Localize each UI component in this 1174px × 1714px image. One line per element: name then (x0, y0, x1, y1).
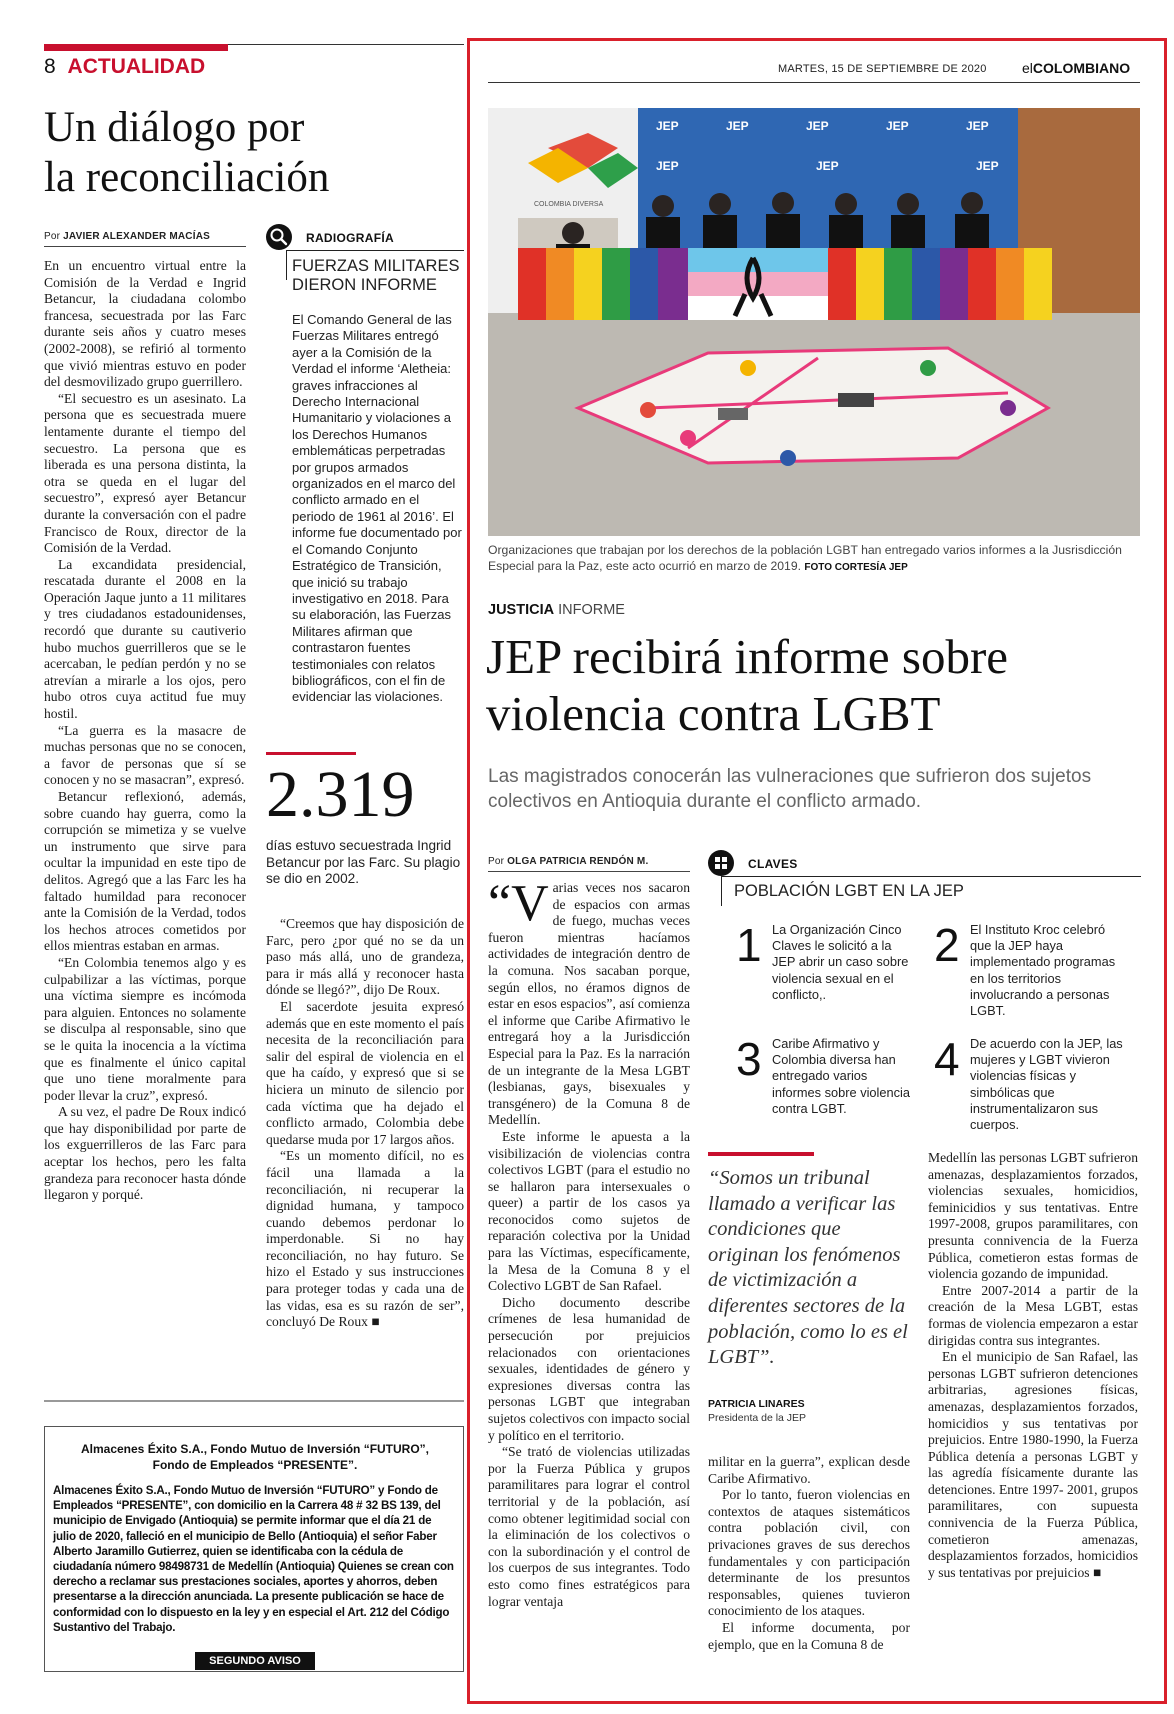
main-headline-line1: JEP recibirá informe sobre (486, 629, 1009, 684)
event-photo (488, 108, 1140, 536)
byline-prefix: Por (44, 231, 61, 242)
paragraph: Por lo tanto, fueron violencias en contextos de ataques sistemáticos contra población civil, con privaciones graves de sus derechos fundamentales y con participación determinante de los presuntos responsables, quienes tuvieron conocimiento de los ataques. (708, 1487, 910, 1619)
byline-author: OLGA PATRICIA RENDÓN M. (507, 856, 649, 867)
section-name: ACTUALIDAD (67, 55, 206, 78)
claves-rule (721, 876, 1141, 877)
left-headline (44, 103, 329, 203)
logo-prefix: el (1022, 60, 1033, 76)
banner-text: JEP (976, 159, 999, 173)
left-article-col1 (44, 258, 246, 1204)
paragraph: Dicho documento describe crímenes de lesa humanidad de persecución por prejuicios relacionados con orientaciones sexuales, identidades de género y expresiones diversas contra las personas LGBT que integraban sujetos colectivos con impacto social y político en el territorio. (488, 1294, 690, 1443)
paragraph: militar en la guerra”, explican desde Caribe Afirmativo. (708, 1454, 910, 1486)
notice-body: Almacenes Éxito S.A., Fondo Mutuo de Inversión “FUTURO” y Fondo de Empleados “PRESENTE”, con domicilio en la Carrera 48 # 32 BS 139, del municipio de Envigado (Antioquia) se permite informar que el día 21 de julio de 2020, falleció en el municipio de Bello (Antioquia) el señor Faber Alberto Jaramillo Gutierrez, quien se identificaba con la cédula de ciudadanía número 98498731 de Medellín (Antioquia) Quienes se crean con derecho a reclamar sus prestaciones sociales, aportes y ahorros, deben presentarse a la dirección anunciada. La presente publicación se hace de conformidad con lo dispuesto en la ley y en especial el Art. 212 del Código Sustantivo del Trabajo. (53, 1484, 454, 1634)
newspaper-logo (1022, 60, 1130, 76)
photo-logo-caption: COLOMBIA DIVERSA (534, 201, 604, 208)
right-article-col3 (928, 1150, 1138, 1581)
left-article-col2 (266, 916, 464, 1331)
banner-text: JEP (656, 159, 679, 173)
paragraph: En el municipio de San Rafael, las personas LGBT sufrieron detenciones arbitrarias, agresiones físicas, amenazas, desplazamientos forzados, homicidios y sus tentativas por prejuicios. Entre 1980-1990, la Fuerza Pública detenía a personas LGBT y las agredía físicamente durante las detenciones. Entre 1997- 2001, grupos paramilitares, con supuesta connivencia de la Fuerza Pública, cometieron amenazas, desplazamientos forzados, homicidios y sus tentativas por prejuicios ■ (928, 1349, 1138, 1580)
quote-role: Presidenta de la JEP (708, 1412, 807, 1424)
kicker-section: JUSTICIA (488, 602, 555, 618)
header-rule-right (488, 82, 1140, 83)
left-byline-rule (44, 246, 246, 247)
paragraph: Este informe le apuesta a la visibilización de violencias contra colectivos LGBT (para el estudio no se hallaron para intersexuales o queer) a partir de los casos ya reconocidos como sujetos de reparación colectiva por la Unidad para las Víctimas, específicamente, la Mesa de la Comuna 8 y el Colectivo LGBT de San Rafael. (488, 1128, 690, 1294)
right-article-col2 (708, 1454, 910, 1653)
claves-item-3 (736, 1033, 916, 1117)
banner-text: JEP (806, 119, 829, 133)
left-bottom-rule (44, 1400, 464, 1402)
claves-icon (708, 850, 734, 876)
paragraph: En un encuentro virtual entre la Comisión de la Verdad e Ingrid Betancur, la ciudadana colombo francesa, secuestrada por las Farc durante seis años y cuatro meses (2002-2008), se refirió al tormento que vivió mientras estuvo en poder del desmovilizado grupo guerrillero. (44, 258, 246, 390)
lead-paragraph (488, 875, 690, 1129)
page-number: 8 (44, 55, 56, 78)
stat-accent-bar (266, 752, 356, 755)
claves-text: De acuerdo con la JEP, las mujeres y LGBT vivieron violencias físicas y simbólicas que instrumentalizaron sus cuerpos. (970, 1036, 1123, 1133)
radiografia-label: RADIOGRAFÍA (306, 231, 394, 245)
logo-name: COLOMBIANO (1032, 60, 1131, 76)
issue-date: MARTES, 15 DE SEPTIEMBRE DE 2020 (778, 63, 987, 75)
legal-notice-box (44, 1426, 464, 1672)
radiografia-vertical-rule (286, 250, 287, 280)
paragraph: A su vez, el padre De Roux indicó que hay disponibilidad por parte de los exguerrilleros de las Farc para aceptar los hechos, pero les falta grandeza para reconocer hasta dónde llegaron y porqué. (44, 1104, 246, 1203)
main-headline-line2: violencia contra LGBT (486, 686, 941, 741)
radiografia-title: FUERZAS MILITARES DIERON INFORME (292, 257, 460, 294)
main-headline (486, 628, 1146, 742)
photo-credit: FOTO CORTESÍA JEP (804, 562, 908, 573)
byline-prefix: Por (488, 856, 505, 867)
banner-text: JEP (966, 119, 989, 133)
pull-quote: “Somos un tribunal llamado a verificar las condiciones que originan los fenómenos de victimización a diferentes sectores de la población, como lo es el LGBT”. (708, 1167, 908, 1369)
photo-caption (488, 542, 1140, 576)
paragraph: Betancur reflexionó, además, sobre cuando hay guerra, como la corrupción se mimetiza y se vuelve un instrumento que sirve para ocultar la impunidad en este tipo de delitos. Agregó que a las Farc les ha faltado humildad para reconocer ante la Comisión de la Verdad, todos los hechos atroces cometidos por ellos mientras estaban en armas. (44, 789, 246, 954)
paragraph: “La guerra es la masacre de muchas personas que no se conocen, a favor de personas que sí se conocen y no se masacran”, expresó. (44, 722, 246, 788)
paragraph: Entre 2007-2014 a partir de la creación de la Mesa LGBT, estas formas de violencia empezaron a estar dirigidas contra sus integrantes. (928, 1282, 1138, 1348)
stat-number: 2.319 (266, 758, 415, 831)
quote-author: PATRICIA LINARES (708, 1398, 805, 1410)
claves-item-2 (934, 919, 1134, 1019)
dropcap: “V (488, 875, 549, 932)
claves-number: 1 (736, 919, 762, 971)
claves-number: 2 (934, 919, 960, 971)
paragraph: El informe documenta, por ejemplo, que en la Comuna 8 de (708, 1619, 910, 1652)
claves-item-4 (934, 1033, 1134, 1133)
notice-title: Almacenes Éxito S.A., Fondo Mutuo de Inversión “FUTURO”, Fondo de Empleados “PRESENTE”. (80, 1442, 430, 1472)
paragraph: “Creemos que hay disposición de Farc, pero ¿por qué no se da un paso más allá, uno de grandeza, para ir más allá y reconocer hasta dónde se llegó?”, dijo De Roux. (266, 916, 464, 998)
article-deck: Las magistrados conocerán las vulneraciones que sufrieron dos sujetos colectivos en Antioquia durante el conflicto armado. (488, 766, 1092, 812)
radiografia-text: El Comando General de las Fuerzas Militares entregó ayer a la Comisión de la Verdad el informe ‘Aletheia: graves infracciones al Derecho Internacional Humanitario y violaciones a los Derechos Humanos emblemáticas perpetradas por grupos armados organizados en el marco del conflicto armado en el periodo de 1961 al 2016’. El informe fue documentado por el Comando Conjunto Estratégico de Transición, que inició su trabajo investigativo en 2018. Para su elaboración, las Fuerzas Militares afirman que contrastaron fuentes testimoniales con relatos bibliográficos, con el fin de evidenciar las violaciones. (292, 312, 462, 705)
claves-label: CLAVES (748, 857, 798, 871)
left-byline (44, 231, 210, 242)
banner-text: JEP (656, 119, 679, 133)
left-headline-line1: Un diálogo por (44, 104, 305, 151)
stat-caption: días estuvo secuestrada Ingrid Betancur por las Farc. Su plagio se dio en 2002. (266, 838, 461, 886)
paragraph: “Es un momento difícil, no es fácil una llamada a la reconciliación, ni recuperar la dignidad humana, y tampoco cuando debemos perdonar lo imperdonable. Si no hay reconciliación, no hay futuro. Se hizo el Estado y sus instrucciones para proteger todas y cada una de las vidas, esa es su razón de ser”, concluyó De Roux ■ (266, 1148, 464, 1330)
paragraph: Medellín las personas LGBT sufrieron amenazas, desplazamientos forzados, violencias sexuales, homicidios, feminicidios y sus tentativas. Entre 1997-2008, grupos paramilitares, con presunta connivencia de la Fuerza Pública, cometieron estas formas de violencia gozando de impunidad. (928, 1150, 1138, 1282)
left-headline-line2: la reconciliación (44, 154, 330, 201)
lead-text: arias veces nos sacaron de espacios con armas de fuego, muchas veces fueron mientras hacíamos actividades de integración dentro de la comuna. Nos sacaban porque, según ellos, no éramos dignos de estar en esos espacios”, así comienza el informe que Caribe Afirmativo le entregará hoy a la Jurisdicción Especial para la Paz. Es la narración de un integrante de la Mesa LGBT (lesbianas, gays, bisexuales y transgénero) de la Comuna 8 de Medellín. (488, 880, 690, 1128)
claves-number: 4 (934, 1033, 960, 1085)
section-accent-bar (44, 44, 228, 51)
banner-text: JEP (886, 119, 909, 133)
quote-accent-bar (708, 1152, 814, 1156)
paragraph: “El secuestro es un asesinato. La persona que es secuestrada muere lentamente durante el tiempo del secuestro. La persona que es liberada es una persona distinta, la otra se queda en el lugar del secuestro”, expresó ayer Betancur durante la conversación con el padre Francisco de Roux, director de la Comisión de la Verdad. (44, 390, 246, 556)
top-rule-left (228, 44, 464, 45)
claves-text: Caribe Afirmativo y Colombia diversa han entregado varios informes sobre violencia contra LGBT. (772, 1036, 910, 1116)
banner-text: JEP (726, 119, 749, 133)
paragraph: “En Colombia tenemos algo y es culpabilizar a las víctimas, porque una víctima siempre es incómoda para alguien. Entonces no solamente se disculpa al responsable, sino que se le quita la inocencia a la víctima que es finalmente el único capital que uno tiene moralmente para poder llevar la cruz”, expresó. (44, 954, 246, 1103)
banner-text: JEP (816, 159, 839, 173)
right-byline (488, 856, 648, 867)
article-kicker (488, 602, 625, 618)
notice-tag: SEGUNDO AVISO (195, 1652, 315, 1670)
claves-number: 3 (736, 1033, 762, 1085)
paragraph: La excandidata presidencial, rescatada durante el 2008 en la Operación Jaque junto a 11 militares y tres ciudadanos estadounidenses, recordó que durante su cautiverio hubo muchos guerrilleros que se le acercaban, le pedían perdón y no se atrevían a mirarle a los ojos, pero hubo otros cuya actitud fue muy hostil. (44, 556, 246, 722)
right-article-col1 (488, 875, 690, 1610)
byline-author: JAVIER ALEXANDER MACÍAS (63, 231, 210, 242)
section-header (44, 55, 205, 79)
paragraph: “Se trató de violencias utilizadas por la Fuerza Pública y grupos paramilitares para lograr el control territorial y de la población, así como obtener legitimidad social con la eliminación de los colectivos o con la subordinación y el control de los cuerpos de sus integrantes. Todo esto como fines estratégicos para lograr ventaja (488, 1444, 690, 1609)
radiografia-rule (286, 250, 464, 251)
claves-item-1 (736, 919, 916, 1003)
claves-vertical-rule (721, 876, 722, 906)
right-byline-rule (488, 871, 690, 872)
paragraph: El sacerdote jesuita expresó además que en este momento el país necesita de la reconciliación para salir del espiral de violencia en el que ha caído, y expresó que si se hiciera un minuto de silencio por cada víctima que ha dejado el conflicto armado, Colombia debe quedarse muda por 17 largos años. (266, 998, 464, 1147)
claves-title: POBLACIÓN LGBT EN LA JEP (734, 882, 964, 900)
claves-text: La Organización Cinco Claves le solicitó a la JEP abrir un caso sobre violencia sexual en el conflicto,. (772, 922, 909, 1002)
caption-text: Organizaciones que trabajan por los derechos de la población LGBT han entregado varios informes a la Jusrisdicción Especial para la Paz, este acto ocurrió en marzo de 2019. (488, 543, 1122, 573)
kicker-topic: INFORME (558, 602, 625, 618)
claves-text: El Instituto Kroc celebró que la JEP haya implementado programas en los territorios involucrando a personas LGBT. (970, 922, 1116, 1019)
radiografia-icon (266, 224, 292, 250)
